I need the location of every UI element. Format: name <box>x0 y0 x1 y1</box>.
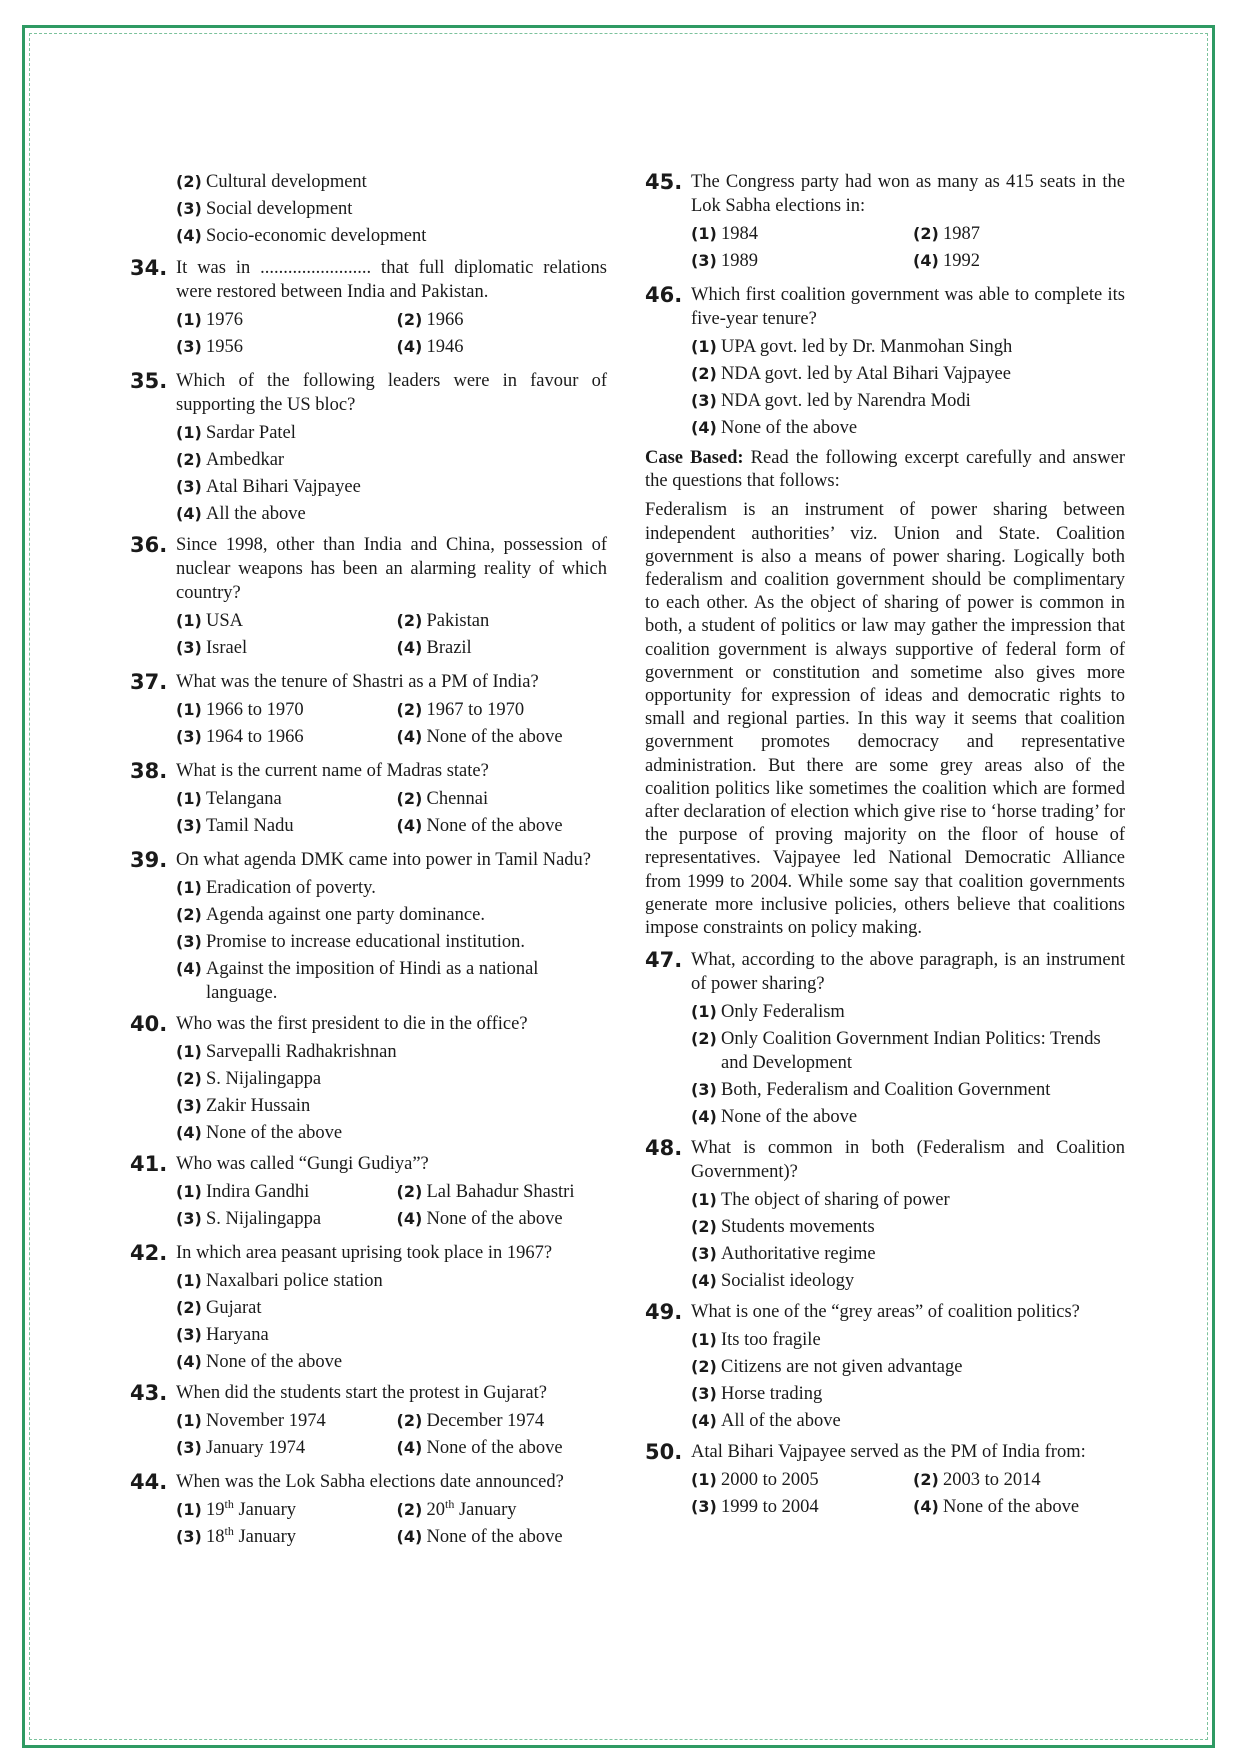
option-superscript: th <box>445 1496 455 1511</box>
question-number: 46. <box>645 283 683 307</box>
right-questions-before <box>645 170 1125 440</box>
option-number: (2) <box>396 789 423 808</box>
option-number: (2) <box>176 1069 202 1088</box>
option-number: (3) <box>691 391 717 410</box>
option-text: NDA govt. led by Narendra Modi <box>721 391 971 411</box>
option-number: (3) <box>176 932 202 951</box>
option-text: Cultural development <box>206 172 367 192</box>
option-2[interactable] <box>397 1409 608 1433</box>
option-number: (4) <box>396 1527 423 1546</box>
option-text: 1976 <box>206 310 243 330</box>
option-text: Zakir Hussain <box>206 1096 311 1116</box>
option-1[interactable] <box>176 698 387 722</box>
option-number: (3) <box>691 1384 717 1404</box>
option-number: (4) <box>176 504 202 523</box>
option-number: (1) <box>176 878 202 897</box>
option-3[interactable] <box>176 475 607 499</box>
question-text: What is common in both (Federalism and Coalition Government)? <box>691 1138 1125 1183</box>
option-3[interactable] <box>691 1242 1125 1266</box>
question-number: 43. <box>130 1381 168 1405</box>
option-text: None of the above <box>426 1438 563 1458</box>
option-number: (2) <box>396 1500 423 1519</box>
question-47 <box>645 948 1125 1129</box>
option-1[interactable] <box>176 1409 387 1433</box>
option-4[interactable] <box>691 1105 1125 1129</box>
option-number: (4) <box>396 1438 423 1457</box>
option-number: (3) <box>176 1325 202 1344</box>
question-50 <box>645 1440 1125 1522</box>
option-2[interactable] <box>397 609 608 633</box>
option-1[interactable] <box>691 335 1125 359</box>
option-number: (2) <box>176 905 202 924</box>
option-month: January <box>454 1500 517 1520</box>
left-column <box>130 170 607 1559</box>
question-text: What was the tenure of Shastri as a PM of India? <box>176 672 539 692</box>
option-number: (1) <box>691 1330 717 1350</box>
option-number: (3) <box>691 1244 717 1264</box>
option-text: 1964 to 1966 <box>206 727 304 747</box>
options <box>176 787 607 841</box>
option-text: Authoritative regime <box>721 1244 876 1265</box>
option-number: (4) <box>396 727 423 746</box>
option-3[interactable] <box>176 930 607 954</box>
question-number: 38. <box>130 759 168 783</box>
option-3[interactable] <box>691 1495 903 1519</box>
option-4[interactable] <box>913 1495 1125 1519</box>
option-text: S. Nijalingappa <box>206 1069 322 1089</box>
question-number: 44. <box>130 1470 168 1494</box>
option-text: All of the above <box>721 1411 841 1432</box>
question-number: 48. <box>645 1136 683 1161</box>
option-text: Horse trading <box>721 1384 823 1405</box>
option-text: UPA govt. led by Dr. Manmohan Singh <box>721 337 1013 357</box>
option-text: 1989 <box>721 251 758 271</box>
option-text: Only Federalism <box>721 1002 845 1023</box>
options <box>691 222 1125 276</box>
question-number: 36. <box>130 533 168 557</box>
option-3[interactable] <box>176 197 607 221</box>
option-text: January 1974 <box>206 1438 306 1458</box>
options <box>176 308 607 362</box>
option-2[interactable] <box>691 362 1125 386</box>
right-questions-after <box>645 948 1125 1522</box>
option-number: (2) <box>691 1029 717 1049</box>
option-4[interactable] <box>397 1525 608 1549</box>
question-text: What is the current name of Madras state? <box>176 761 489 781</box>
option-number: (4) <box>913 1497 939 1517</box>
option-4[interactable] <box>691 416 1125 440</box>
option-text: S. Nijalingappa <box>206 1209 322 1229</box>
question-text: It was in ........................ that full diplomatic relations were restored between India and Pakistan. <box>176 258 607 302</box>
question-text: Atal Bihari Vajpayee served as the PM of India from: <box>691 1442 1086 1463</box>
case-based-instruction <box>645 447 1125 493</box>
option-text: Eradication of poverty. <box>206 878 376 898</box>
option-1[interactable] <box>691 1188 1125 1212</box>
option-3[interactable] <box>691 249 903 273</box>
option-4[interactable] <box>176 1350 607 1374</box>
option-text: Only Coalition Government Indian Politics: Trends and Development <box>721 1029 1101 1074</box>
option-number: (1) <box>691 1470 717 1490</box>
option-1[interactable] <box>176 876 607 900</box>
option-text: None of the above <box>943 1497 1080 1518</box>
question-35 <box>130 369 607 526</box>
question-number: 45. <box>645 170 683 194</box>
option-number: (1) <box>691 337 717 356</box>
option-2[interactable] <box>397 1180 608 1204</box>
option-3[interactable] <box>176 725 387 749</box>
question-text: When was the Lok Sabha elections date announced? <box>176 1472 564 1492</box>
question-text: When did the students start the protest in Gujarat? <box>176 1383 547 1403</box>
option-number: (2) <box>176 450 202 469</box>
option-text: Ambedkar <box>206 450 285 470</box>
option-text: Promise to increase educational institution. <box>206 932 526 952</box>
option-number: (2) <box>176 1298 202 1317</box>
option-text: 1967 to 1970 <box>426 700 525 720</box>
option-superscript: th <box>224 1496 234 1511</box>
option-4[interactable] <box>913 249 1125 273</box>
question-49 <box>645 1300 1125 1433</box>
question-42 <box>130 1241 607 1374</box>
option-number: (4) <box>396 1209 423 1228</box>
option-4[interactable] <box>397 814 608 838</box>
option-text: None of the above <box>426 1209 563 1229</box>
option-number: (4) <box>396 638 423 657</box>
option-4[interactable] <box>397 636 608 660</box>
option-4[interactable] <box>176 502 607 526</box>
option-text: NDA govt. led by Atal Bihari Vajpayee <box>721 364 1011 384</box>
option-3[interactable] <box>176 814 387 838</box>
option-2[interactable] <box>397 698 608 722</box>
option-1[interactable] <box>691 1000 1125 1024</box>
option-text: All the above <box>206 504 306 524</box>
question-41 <box>130 1152 607 1234</box>
option-4[interactable] <box>691 1409 1125 1433</box>
option-text: None of the above <box>426 1527 563 1547</box>
option-3[interactable] <box>176 636 387 660</box>
options <box>691 1328 1125 1433</box>
question-text: On what agenda DMK came into power in Tamil Nadu? <box>176 850 592 870</box>
option-1[interactable] <box>176 1269 607 1293</box>
option-2[interactable] <box>176 170 607 194</box>
option-text: Pakistan <box>426 611 490 631</box>
option-number: (4) <box>396 816 423 835</box>
option-text: None of the above <box>721 1107 858 1128</box>
option-4[interactable] <box>397 1207 608 1231</box>
option-number: (1) <box>176 1411 202 1430</box>
option-number: (4) <box>176 1352 202 1371</box>
question-number: 35. <box>130 369 168 393</box>
option-number: (3) <box>691 1080 717 1100</box>
option-text: Naxalbari police station <box>206 1271 383 1291</box>
option-number: (1) <box>176 1500 202 1519</box>
question-48 <box>645 1136 1125 1293</box>
options <box>176 1409 607 1463</box>
option-day: 18 <box>206 1527 225 1547</box>
option-text: Its too fragile <box>721 1330 821 1351</box>
question-text: What is one of the “grey areas” of coalition politics? <box>691 1302 1080 1323</box>
option-number: (4) <box>691 418 717 437</box>
option-number: (3) <box>176 816 202 835</box>
option-text: 1966 to 1970 <box>206 700 304 720</box>
option-3[interactable] <box>176 1525 387 1549</box>
option-text: Sardar Patel <box>206 423 296 443</box>
option-number: (4) <box>396 337 423 356</box>
option-1[interactable] <box>691 1328 1125 1352</box>
option-number: (1) <box>176 1271 202 1290</box>
option-1[interactable] <box>691 1468 903 1492</box>
option-month: January <box>233 1500 297 1520</box>
options <box>176 1269 607 1374</box>
option-text: Socio-economic development <box>206 226 427 246</box>
option-4[interactable] <box>176 1121 607 1145</box>
option-text: Lal Bahadur Shastri <box>426 1182 575 1202</box>
option-text: Students movements <box>721 1217 875 1238</box>
option-text: 2000 to 2005 <box>721 1470 819 1491</box>
option-2[interactable] <box>176 903 607 927</box>
option-number: (4) <box>176 959 202 978</box>
option-1[interactable] <box>176 1180 387 1204</box>
option-month: January <box>233 1527 297 1547</box>
option-number: (1) <box>176 310 202 329</box>
options <box>176 421 607 526</box>
question-number: 47. <box>645 948 683 973</box>
option-2[interactable] <box>691 1027 1125 1075</box>
option-3[interactable] <box>691 1382 1125 1406</box>
option-number: (2) <box>396 310 423 329</box>
option-text: Social development <box>206 199 353 219</box>
option-text: 1966 <box>426 310 464 330</box>
option-text: Socialist ideology <box>721 1271 855 1292</box>
options <box>691 335 1125 440</box>
option-text: None of the above <box>206 1123 343 1143</box>
option-1[interactable] <box>176 308 387 332</box>
option-2[interactable] <box>397 308 608 332</box>
option-number: (2) <box>396 1182 423 1201</box>
option-number: (3) <box>176 638 202 657</box>
option-number: (3) <box>176 727 202 746</box>
case-instruction-text: Read the following excerpt carefully and answer the questions that follows: <box>645 448 1125 492</box>
option-text: 1984 <box>721 224 758 244</box>
question-text: Who was the first president to die in the office? <box>176 1014 528 1034</box>
option-number: (2) <box>396 700 423 719</box>
options <box>691 1000 1125 1129</box>
option-number: (4) <box>176 1123 202 1142</box>
option-number: (2) <box>691 1217 717 1237</box>
option-number: (1) <box>691 1190 717 1210</box>
options <box>691 1188 1125 1293</box>
option-3[interactable] <box>176 1323 607 1347</box>
option-4[interactable] <box>176 957 607 1005</box>
question-34 <box>130 256 607 362</box>
question-43 <box>130 1381 607 1463</box>
option-text: 1992 <box>943 251 980 271</box>
option-text: November 1974 <box>206 1411 326 1431</box>
option-2[interactable] <box>913 1468 1125 1492</box>
question-number: 41. <box>130 1152 168 1176</box>
option-3[interactable] <box>176 1207 387 1231</box>
option-text: Tamil Nadu <box>206 816 294 836</box>
option-number: (1) <box>691 224 717 243</box>
option-text: None of the above <box>426 727 563 747</box>
option-number: (2) <box>396 611 423 630</box>
option-3[interactable] <box>176 335 387 359</box>
option-text: 1999 to 2004 <box>721 1497 819 1518</box>
option-text: 2003 to 2014 <box>943 1470 1041 1491</box>
option-text: Atal Bihari Vajpayee <box>206 477 361 497</box>
options <box>176 1498 607 1552</box>
option-text: Telangana <box>206 789 282 809</box>
left-questions <box>130 256 607 1463</box>
option-1[interactable] <box>176 1498 387 1522</box>
option-number: (1) <box>176 1042 202 1061</box>
question-number: 37. <box>130 670 168 694</box>
option-number: (3) <box>176 337 202 356</box>
option-text: Chennai <box>426 789 489 809</box>
option-4[interactable] <box>397 725 608 749</box>
option-text: December 1974 <box>426 1411 545 1431</box>
option-3[interactable] <box>176 1094 607 1118</box>
options <box>176 876 607 1005</box>
option-number: (3) <box>176 477 202 496</box>
option-4[interactable] <box>691 1269 1125 1293</box>
option-2[interactable] <box>691 1355 1125 1379</box>
option-2[interactable] <box>176 1296 607 1320</box>
option-number: (2) <box>913 224 939 243</box>
option-text: 1946 <box>426 337 464 357</box>
option-number: (3) <box>176 1527 202 1546</box>
option-1[interactable] <box>176 421 607 445</box>
option-number: (1) <box>176 1182 202 1201</box>
case-based-label: Case Based: <box>645 448 744 468</box>
options <box>176 698 607 752</box>
option-number: (4) <box>176 226 202 245</box>
option-text: Israel <box>206 638 248 658</box>
option-number: (2) <box>691 364 717 383</box>
option-text: Indira Gandhi <box>206 1182 310 1202</box>
option-3[interactable] <box>176 1436 387 1460</box>
question-text: In which area peasant uprising took place in 1967? <box>176 1243 553 1263</box>
option-text: Haryana <box>206 1325 269 1345</box>
option-text: Brazil <box>426 638 472 658</box>
option-number: (1) <box>176 700 202 719</box>
option-text: Sarvepalli Radhakrishnan <box>206 1042 397 1062</box>
option-number: (4) <box>691 1411 717 1431</box>
option-1[interactable] <box>691 222 903 246</box>
option-text: 1956 <box>206 337 243 357</box>
question-39 <box>130 848 607 1005</box>
question-number: 39. <box>130 848 168 872</box>
option-text: Against the imposition of Hindi as a national language. <box>206 959 539 1003</box>
option-3[interactable] <box>691 389 1125 413</box>
question-number: 49. <box>645 1300 683 1325</box>
option-number: (3) <box>176 199 202 218</box>
option-number: (1) <box>176 789 202 808</box>
right-column <box>645 170 1125 1529</box>
question-40 <box>130 1012 607 1145</box>
option-number: (1) <box>176 611 202 630</box>
question-text: The Congress party had won as many as 415 seats in the Lok Sabha elections in: <box>691 172 1125 216</box>
question-number: 40. <box>130 1012 168 1036</box>
option-number: (2) <box>691 1357 717 1377</box>
option-2[interactable] <box>176 448 607 472</box>
option-3[interactable] <box>691 1078 1125 1102</box>
option-number: (4) <box>913 251 939 270</box>
case-passage: Federalism is an instrument of power sharing between independent authorities’ viz. Union and State. Coalition government is also a means of power sharing. Logically both federalism and coalition government should be complimentary to each other. As the object of sharing of power is common in both, a student of politics or law may gather the impression that coalition government is always supportive of federal form of government or constitution and sometime also gives more opportunity for expression of ideas and democratic rights to small and regional parties. In this way it seems that coalition government promotes democracy and representative administration. But there are some grey areas also of the coalition politics like sometimes the coalition which are formed after declaration of election which give rise to ‘horse trading’ for the purpose of proving majority on the floor of house of representatives. Vajpayee led National Democratic Alliance from 1999 to 2004. While some say that coalition governments generate more inclusive policies, others believe that coalitions impose constraints on policy making. <box>645 500 1125 939</box>
question-46 <box>645 283 1125 440</box>
question-44 <box>130 1470 607 1552</box>
options <box>691 1468 1125 1522</box>
question-text: Which of the following leaders were in favour of supporting the US bloc? <box>176 371 607 415</box>
option-text: Citizens are not given advantage <box>721 1357 963 1378</box>
option-number: (2) <box>396 1411 423 1430</box>
option-number: (2) <box>913 1470 939 1490</box>
option-1[interactable] <box>176 1040 607 1064</box>
option-1[interactable] <box>176 609 387 633</box>
option-number: (3) <box>691 1497 717 1517</box>
option-2[interactable] <box>691 1215 1125 1239</box>
option-text: Agenda against one party dominance. <box>206 905 485 925</box>
option-1[interactable] <box>176 787 387 811</box>
option-4[interactable] <box>176 224 607 248</box>
option-number: (4) <box>691 1271 717 1291</box>
option-2[interactable] <box>397 787 608 811</box>
option-text: USA <box>206 611 244 631</box>
option-number: (3) <box>176 1209 202 1228</box>
option-number: (3) <box>176 1096 202 1115</box>
option-2[interactable] <box>397 1498 608 1522</box>
question-number: 34. <box>130 256 168 280</box>
question-text: Who was called “Gungi Gudiya”? <box>176 1154 429 1174</box>
option-number: (1) <box>176 423 202 442</box>
option-text: 1987 <box>943 224 980 244</box>
option-text: None of the above <box>206 1352 343 1372</box>
options <box>176 1040 607 1145</box>
options <box>176 609 607 663</box>
option-text: Both, Federalism and Coalition Government <box>721 1080 1051 1101</box>
option-number: (2) <box>176 172 202 191</box>
option-4[interactable] <box>397 1436 608 1460</box>
option-number: (3) <box>691 251 717 270</box>
question-37 <box>130 670 607 752</box>
option-superscript: th <box>224 1523 234 1538</box>
option-number: (3) <box>176 1438 202 1457</box>
option-4[interactable] <box>397 335 608 359</box>
options <box>176 1180 607 1234</box>
question-38 <box>130 759 607 841</box>
question-text: Which first coalition government was able to complete its five-year tenure? <box>691 285 1125 329</box>
option-text: The object of sharing of power <box>721 1190 950 1211</box>
question-text: What, according to the above paragraph, is an instrument of power sharing? <box>691 950 1125 995</box>
question-33-continued-options <box>130 170 607 248</box>
question-number: 50. <box>645 1440 683 1465</box>
question-36 <box>130 533 607 663</box>
option-number: (1) <box>691 1002 717 1022</box>
option-text: None of the above <box>721 418 858 438</box>
option-2[interactable] <box>176 1067 607 1091</box>
question-text: Since 1998, other than India and China, possession of nuclear weapons has been an alarming reality of which country? <box>176 535 607 603</box>
option-text: None of the above <box>426 816 563 836</box>
option-day: 19 <box>206 1500 225 1520</box>
option-day: 20 <box>426 1500 445 1520</box>
option-2[interactable] <box>913 222 1125 246</box>
option-text: Gujarat <box>206 1298 262 1318</box>
question-number: 42. <box>130 1241 168 1265</box>
option-number: (4) <box>691 1107 717 1127</box>
question-45 <box>645 170 1125 276</box>
